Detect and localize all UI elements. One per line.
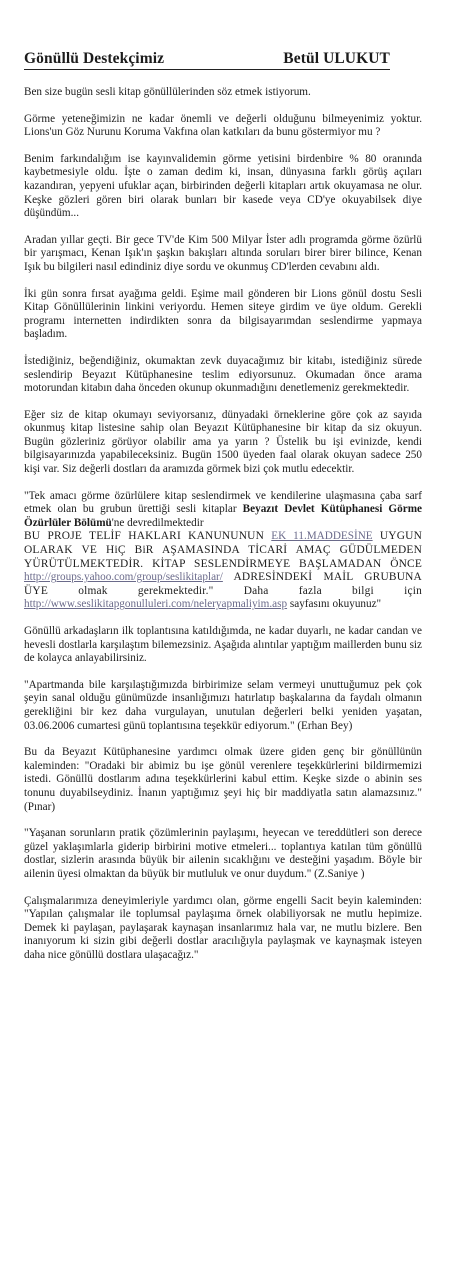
paragraph-5: İki gün sonra fırsat ayağıma geldi. Eşime mail gönderen bir Lions gönül dostu Sesli Kitap Gönüllülerinin linkini veriyordu. Hemen siteye girdim ve üye oldum. Gerekli programı internetten indirdikten sonra da bilgisayarımdan seslendirme yapmaya başladım.	[24, 287, 422, 341]
paragraph-3: Benim farkındalığım ise kayınvalidemin görme yetisini birdenbire % 80 oranında kaybetmesiyle oldu. İşte o zaman dedim ki, insan, dünyasına farklı görüş açıları kazandıran, yepyeni ufuklar açan, birbirinden değerli kitapları artık okuyamasa ne olur. Keşke gözleri gören biri olarak bunları bir kasede veya CD'ye okuyabilsek diye düşündüm...	[24, 152, 422, 220]
paragraph-6: İstediğiniz, beğendiğiniz, okumaktan zevk duyacağımız bir kitabı, istediğiniz sürede seslendirip Beyazıt Kütüphanesine teslim ediyorsunuz. Okumadan önce arama motorundan kitabın daha önceden okunup okunmadığını denetlemeniz gerekmektedir.	[24, 354, 422, 395]
column-title: Gönüllü Destekçimiz	[24, 50, 165, 67]
quote-caps-2: UYGUN OLARAK VE HiÇ BiR AŞAMASINDA TİCARİ AMAÇ GÜDÜLMEDEN YÜRÜTÜLMEKTEDİR. KİTAP SESLENDİRMEYE BAŞLAMADAN ÖNCE	[24, 530, 422, 570]
paragraph-2: Görme yeteneğimizin ne kadar önemli ve değerli olduğunu bilmeyenimiz yoktur. Lions'un Göz Nurunu Koruma Vakfına olan katkıları da bunu göstermiyor mu ?	[24, 112, 422, 139]
quote-end: sayfasını okuyunuz"	[287, 598, 382, 611]
yahoo-group-link[interactable]: http://groups.yahoo.com/group/seslikitaplar/	[24, 571, 223, 584]
author-name: Betül ULUKUT	[283, 50, 390, 67]
paragraph-12: Çalışmalarımıza deneyimleriyle yardımcı olan, görme engelli Sacit beyin kaleminden: "Yapılan çalışmalar ile toplumsal paylaşıma örnek olabiliyorsak ne mutlu hepimize. Demek ki paylaşan, paylaşarak kaynaşan insanlarımız hala var, ne mutlu bizlere. Ben inanıyorum ki sizin gibi değerli dostlar aracılığıyla paylaşmak ve kaynaşmak isteyen daha nice gönüllü dostlara ulaşacağız."	[24, 894, 422, 961]
paragraph-1: Ben size bugün sesli kitap gönüllülerinden söz etmek istiyorum.	[24, 86, 311, 98]
quote-caps-1: BU PROJE TELİF HAKLARI KANUNUNUN	[24, 530, 272, 543]
paragraph-7: Eğer siz de kitap okumayı seviyorsanız, dünyadaki örneklerine göre çok az sayıda okunmuş kitap listesine sahip olan Beyazıt Kütüphanesine bir kitap da siz okuyun. Bugün gözleriniz görüyor olabilir ama ya yarın ? Üstelik bu işi evinizde, kendi bilgisayarınızda yapabileceksiniz. Bugün 1500 üyeden faal olarak okuyan sadece 250 kişi var. Siz değerli dostları da aramızda görmek bizi çok mutlu edecektir.	[24, 408, 422, 476]
info-page-link[interactable]: http://www.seslikitapgonulluleri.com/neleryapmaliyim.asp	[24, 598, 288, 611]
law-article-link[interactable]: EK 11.MADDESİNE	[271, 530, 373, 543]
paragraph-8: Gönüllü arkadaşların ilk toplantısına katıldığımda, ne kadar duyarlı, ne kadar candan ve hevesli dostlarla karşılaştım bilemezsiniz. Aşağıda alıntılar yaptığım maillerden bunu siz de kolayca anlayabilirsiniz.	[24, 625, 422, 665]
quote-after-bold: 'ne devredilmektedir	[111, 516, 204, 529]
quote-intro: "Tek amacı görme özürlülere kitap seslendirmek ve kendilerine ulaşmasına çaba sarf etmek olan bu grubun ürettiği sesli kitaplar	[24, 489, 422, 516]
quote-caps-3: ADRESİNDEKİ MAİL GRUBUNA ÜYE olmak gerekmektedir." Daha fazla bilgi için	[24, 571, 422, 597]
article-body	[24, 86, 422, 975]
paragraph-9: "Apartmanda bile karşılaştığımızda birbirimize selam vermeyi unuttuğumuz pek çok şeyin sanal olduğu günümüzde insanlığımızı hatırlatıp başkalarına da faydalı olmanın gerekliğini bir kez daha vurgulayan, unutulan değerleri belki yeniden yaşatan, 03.06.2006 cumartesi günü toplantısına teşekkür ediyorum." (Erhan Bey)	[24, 678, 422, 732]
library-name: Beyazıt Devlet Kütüphanesi Görme Özürlüler Bölümü	[24, 503, 422, 529]
paragraph-10: Bu da Beyazıt Kütüphanesine yardımcı olmak üzere giden genç bir gönüllünün kaleminden: "Oradaki bir abimiz bu işe gönül verenlere teşekkürlerini bildirmemizi istedi. Gönüllü dostlarım adına teşekkürlerini kabul ettim. Keşke sizde o abinin ses tonunu duyabilseydiniz. İnanın yaptığımız şeyi hiç bir maddiyatla satın alamazsınız." (Pınar)	[24, 746, 422, 813]
article-header	[24, 50, 390, 70]
paragraph-11: "Yaşanan sorunların pratik çözümlerinin paylaşımı, heyecan ve tereddütleri son derece güzel yaklaşımlarla giderip birbirini motive etmeleri... toplantıya katılan tüm gönüllü dostlar, sizlerin arasında büyük bir ailenin sıcaklığını ve desteğini yaşadım. Böyle bir ailenin üyesi olmaktan da büyük bir mutluluk ve onur duydum." (Z.Saniye )	[24, 827, 422, 880]
quote-paragraph	[24, 490, 422, 612]
paragraph-4: Aradan yıllar geçti. Bir gece TV'de Kim 500 Milyar İster adlı programda görme özürlü bir yarışmacı, Kenan Işık'ın şaşkın bakışları altında soruları birer birer bilince, Kenan Işık bu bilgileri nasıl edindiniz diye sordu ve okunmuş CD'lerden cevabını aldı.	[24, 233, 422, 273]
